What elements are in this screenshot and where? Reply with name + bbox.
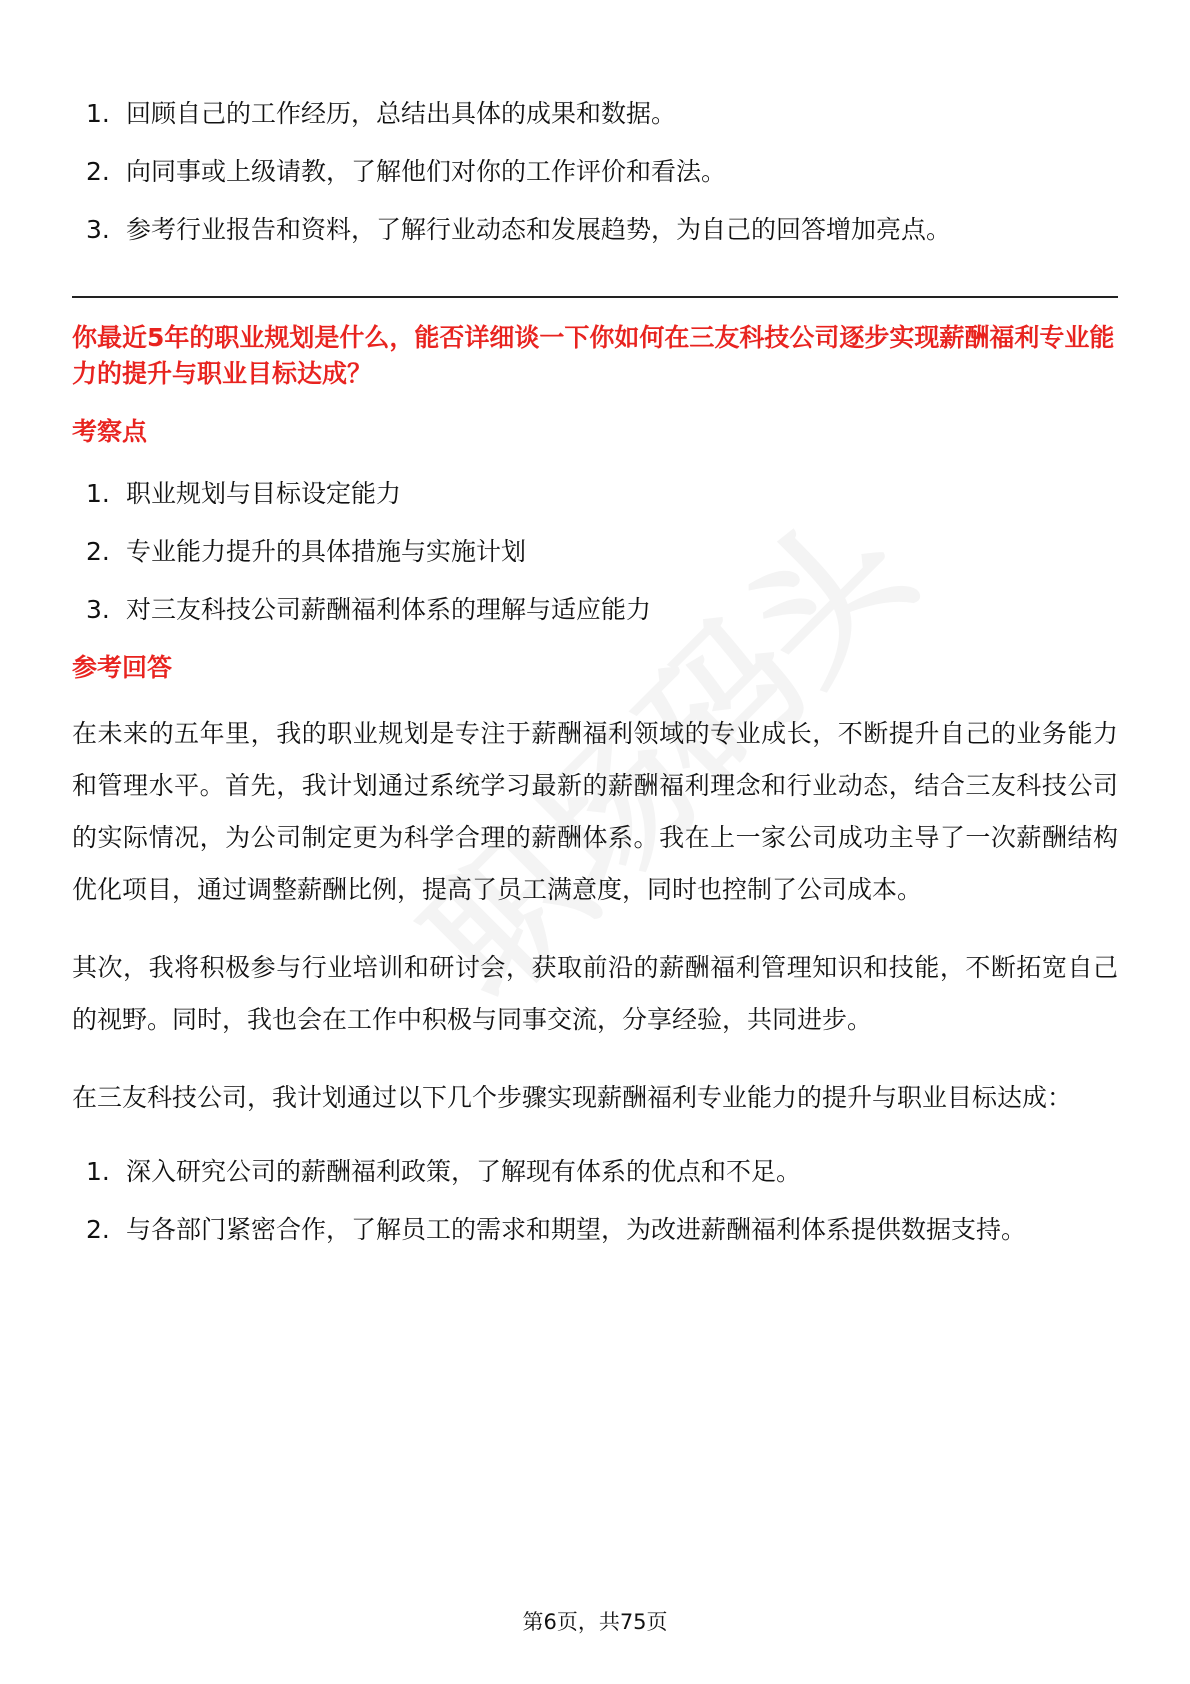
list-item bbox=[72, 150, 1118, 194]
list-number: 3. bbox=[86, 215, 110, 244]
question-heading: 你最近5年的职业规划是什么，能否详细谈一下你如何在三友科技公司逐步实现薪酬福利专业能力的提升与职业目标达成？ bbox=[72, 323, 1115, 388]
list-text: 对三友科技公司薪酬福利体系的理解与适应能力 bbox=[126, 595, 652, 624]
focus-label: 考察点 bbox=[72, 417, 148, 446]
list-item bbox=[72, 92, 1118, 136]
list-item bbox=[72, 472, 1118, 516]
list-text: 与各部门紧密合作，了解员工的需求和期望，为改进薪酬福利体系提供数据支持。 bbox=[126, 1215, 1027, 1244]
list-number: 3. bbox=[86, 595, 110, 624]
answer-paragraph: 在三友科技公司，我计划通过以下几个步骤实现薪酬福利专业能力的提升与职业目标达成： bbox=[72, 1083, 1073, 1112]
list-item bbox=[72, 530, 1118, 574]
list-number: 2. bbox=[86, 157, 110, 186]
list-text: 向同事或上级请教，了解他们对你的工作评价和看法。 bbox=[126, 157, 727, 186]
list-item bbox=[72, 208, 1118, 252]
list-number: 1. bbox=[86, 479, 110, 508]
list-text: 职业规划与目标设定能力 bbox=[126, 479, 402, 508]
list-number: 1. bbox=[86, 99, 110, 128]
answer-label: 参考回答 bbox=[72, 653, 173, 682]
list-text: 专业能力提升的具体措施与实施计划 bbox=[126, 537, 527, 566]
intro-list bbox=[72, 92, 1118, 252]
list-item bbox=[72, 1208, 1118, 1252]
list-text: 参考行业报告和资料，了解行业动态和发展趋势，为自己的回答增加亮点。 bbox=[126, 215, 952, 244]
focus-list bbox=[72, 472, 1118, 632]
list-text: 深入研究公司的薪酬福利政策，了解现有体系的优点和不足。 bbox=[126, 1157, 802, 1186]
answer-paragraph: 其次，我将积极参与行业培训和研讨会，获取前沿的薪酬福利管理知识和技能，不断拓宽自己的视野。同时，我也会在工作中积极与同事交流，分享经验，共同进步。 bbox=[72, 953, 1118, 1034]
list-text: 回顾自己的工作经历，总结出具体的成果和数据。 bbox=[126, 99, 677, 128]
page-content bbox=[72, 92, 1118, 1266]
page-number: 第6页，共75页 bbox=[522, 1610, 668, 1634]
steps-list bbox=[72, 1150, 1118, 1252]
list-number: 1. bbox=[86, 1157, 110, 1186]
answer-paragraph: 在未来的五年里，我的职业规划是专注于薪酬福利领域的专业成长，不断提升自己的业务能力和管理水平。首先，我计划通过系统学习最新的薪酬福利理念和行业动态，结合三友科技公司的实际情况，为公司制定更为科学合理的薪酬体系。我在上一家公司成功主导了一次薪酬结构优化项目，通过调整薪酬比例，提高了员工满意度，同时也控制了公司成本。 bbox=[72, 719, 1118, 904]
section-divider bbox=[72, 296, 1118, 298]
list-number: 2. bbox=[86, 537, 110, 566]
list-number: 2. bbox=[86, 1215, 110, 1244]
list-item bbox=[72, 1150, 1118, 1194]
list-item bbox=[72, 588, 1118, 632]
